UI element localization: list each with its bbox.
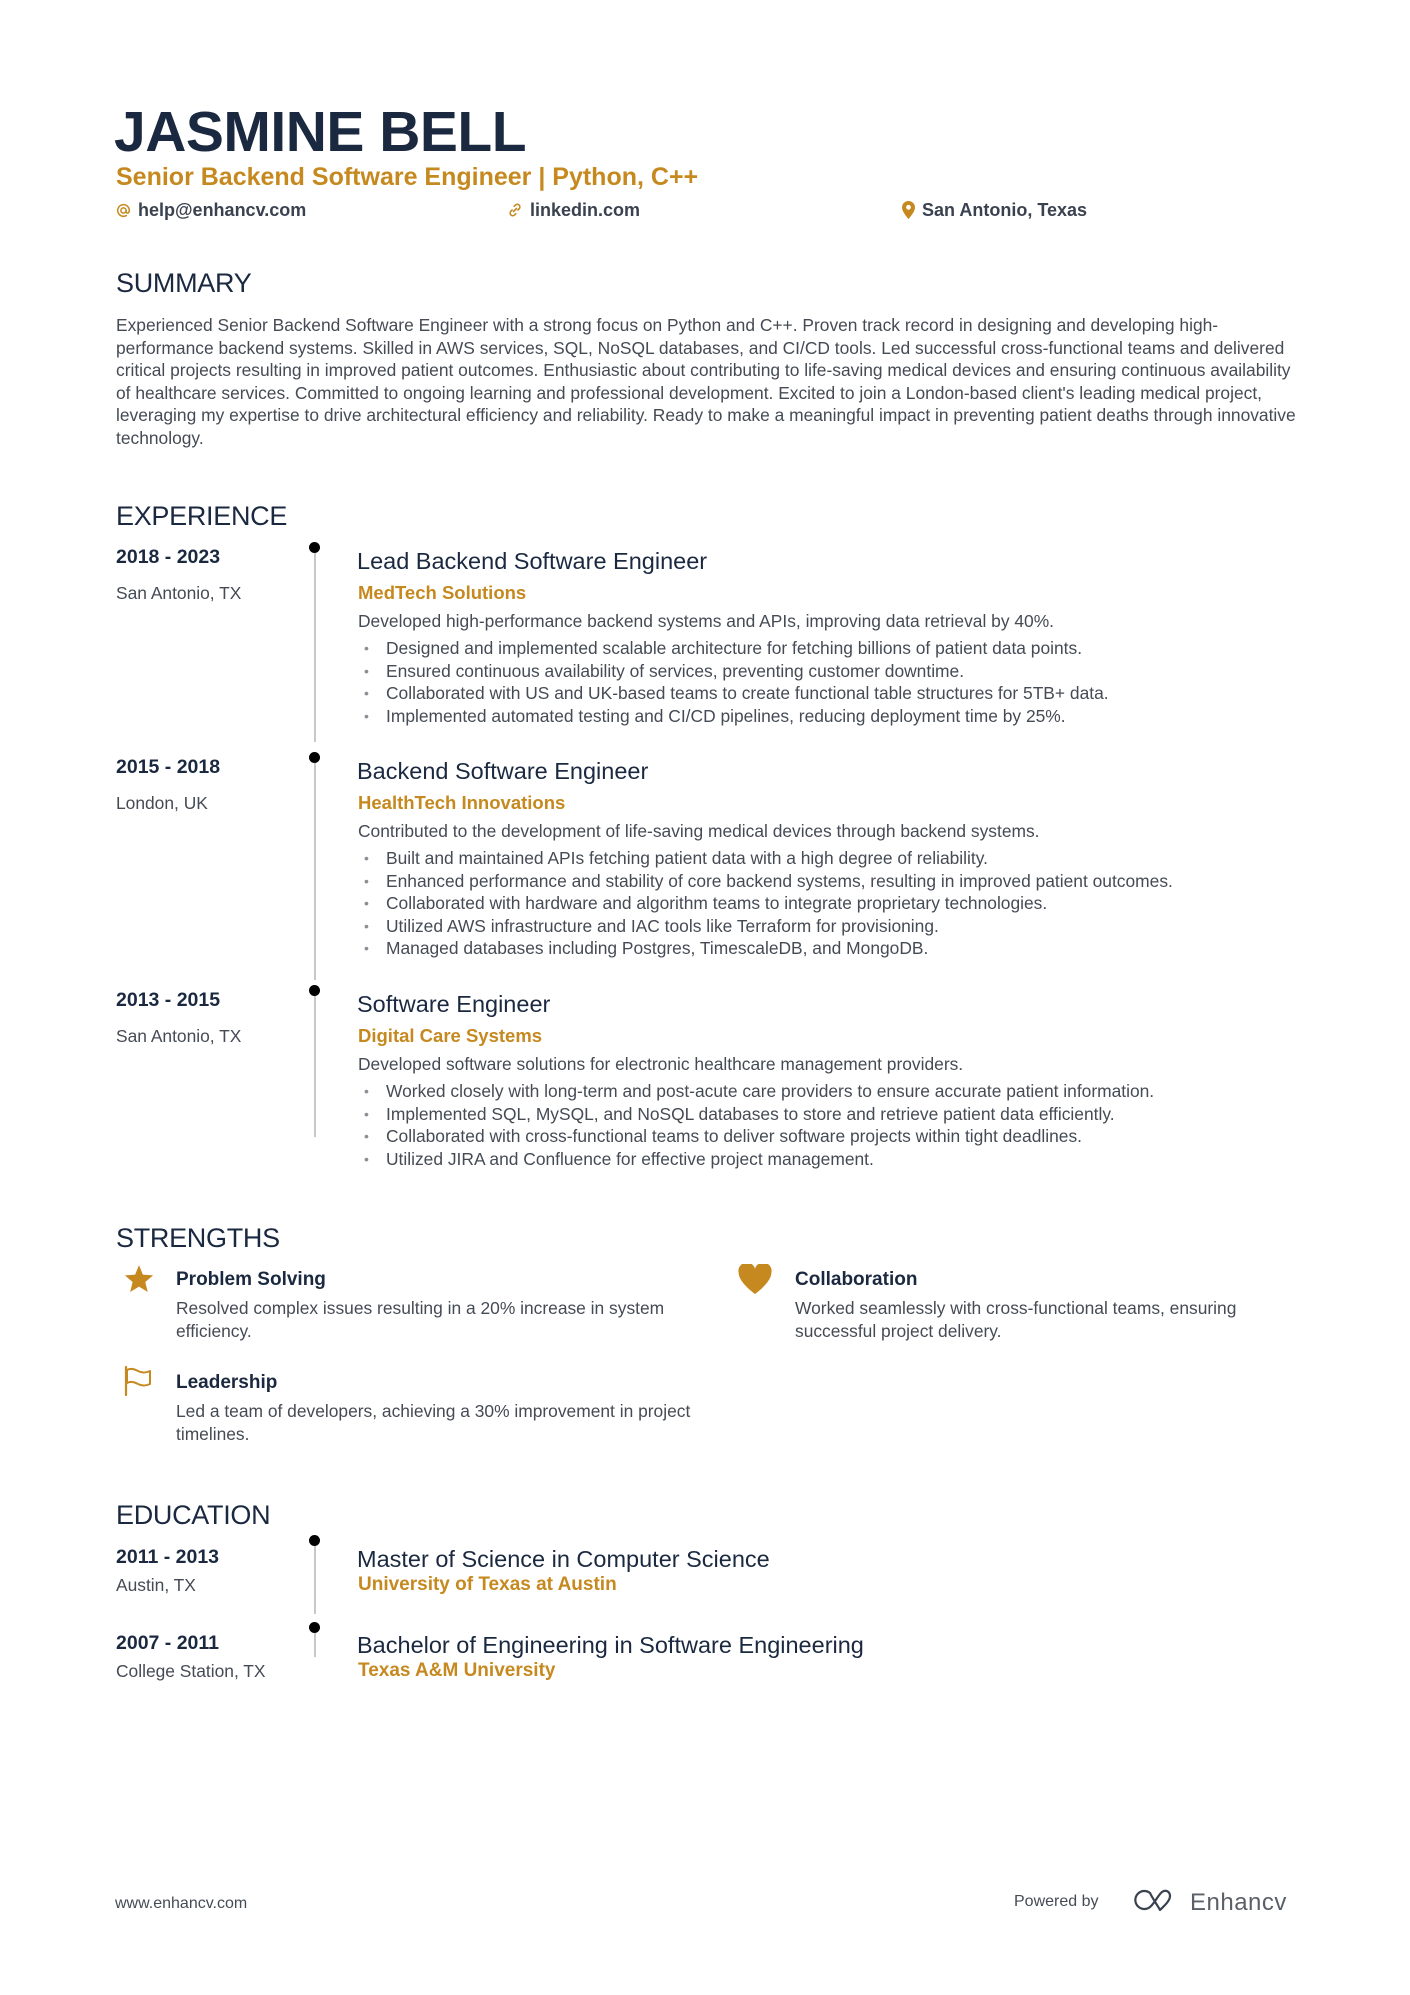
- timeline-line: [314, 1540, 316, 1614]
- experience-bullets: [358, 1080, 1154, 1170]
- experience-company: MedTech Solutions: [358, 582, 527, 603]
- footer-website-link[interactable]: www.enhancv.com: [115, 1895, 248, 1912]
- contact-linkedin[interactable]: [507, 199, 640, 221]
- timeline-line: [314, 547, 316, 742]
- experience-role: Software Engineer: [357, 991, 551, 1017]
- summary-heading: SUMMARY: [116, 268, 252, 298]
- candidate-title: Senior Backend Software Engineer | Python, C++: [116, 163, 699, 191]
- enhancv-logo-icon: [1132, 1887, 1180, 1918]
- link-icon: [507, 202, 523, 218]
- enhancv-brand-text: Enhancv: [1190, 1888, 1287, 1916]
- bullet-item: • Ensured continuous availability of services, preventing customer downtime.: [364, 660, 965, 681]
- experience-location: London, UK: [116, 793, 208, 813]
- education-school: University of Texas at Austin: [358, 1574, 617, 1595]
- experience-company: HealthTech Innovations: [358, 792, 566, 813]
- bullet-item: • Built and maintained APIs fetching patient data with a high degree of reliability.: [364, 848, 988, 868]
- education-degree: Master of Science in Computer Science: [357, 1546, 770, 1572]
- experience-location: San Antonio, TX: [116, 583, 242, 603]
- strength-description: Resolved complex issues resulting in a 20% increase in system efficiency.: [176, 1298, 665, 1341]
- bullet-item: • Collaborated with hardware and algorithm teams to integrate proprietary technologies.: [364, 893, 1048, 914]
- strength-item: [738, 1262, 772, 1296]
- bullet-item: • Implemented SQL, MySQL, and NoSQL databases to store and retrieve patient data efficiently.: [364, 1103, 1115, 1124]
- education-school: Texas A&M University: [358, 1660, 556, 1681]
- bullet-item: • Enhanced performance and stability of core backend systems, resulting in improved patient outcomes.: [364, 870, 1173, 891]
- experience-dates: 2018 - 2023: [116, 546, 221, 568]
- experience-bullets: [358, 637, 1109, 727]
- strengths-heading: STRENGTHS: [116, 1223, 280, 1253]
- strength-description: Led a team of developers, achieving a 30% improvement in project timelines.: [176, 1401, 691, 1444]
- bullet-item: • Collaborated with US and UK-based teams to create functional table structures for 5TB+ data.: [364, 683, 1109, 704]
- timeline-line: [314, 990, 316, 1137]
- at-icon: [116, 203, 131, 218]
- bullet-item: • Implemented automated testing and CI/CD pipelines, reducing deployment time by 25%.: [364, 705, 1066, 726]
- strength-item: [122, 1364, 156, 1398]
- bullet-item: • Designed and implemented scalable architecture for fetching billions of patient data points.: [364, 638, 1083, 658]
- experience-dates: 2015 - 2018: [116, 756, 221, 778]
- flag-icon: [122, 1364, 156, 1398]
- star-icon: [122, 1262, 156, 1296]
- experience-description: Contributed to the development of life-saving medical devices through backend systems.: [358, 821, 1040, 841]
- enhancv-logo[interactable]: [1132, 1887, 1287, 1918]
- experience-dates: 2013 - 2015: [116, 989, 221, 1011]
- strength-description: Worked seamlessly with cross-functional teams, ensuring successful project delivery.: [795, 1298, 1237, 1341]
- location-pin-icon: [902, 201, 915, 219]
- timeline-dot: [309, 752, 320, 763]
- education-heading: EDUCATION: [116, 1500, 271, 1530]
- contact-location: [902, 199, 1087, 221]
- contact-location-text: San Antonio, Texas: [922, 199, 1088, 220]
- bullet-item: • Worked closely with long-term and post-acute care providers to ensure accurate patient information.: [364, 1081, 1155, 1101]
- summary-text: Experienced Senior Backend Software Engineer with a strong focus on Python and C++. Proven track record in designing and developing high-performance backend systems. Skilled in AWS services, SQL, NoSQL databases, and CI/CD tools. Led successful cross-functional teams and delivered critical projects resulting in improved patient outcomes. Enthusiastic about contributing to life-saving medical devices and ensuring continuous availability of healthcare services. Committed to ongoing learning and professional development. Excited to join a London-based client's leading medical project, leveraging my expertise to drive architectural efficiency and reliability. Ready to make a meaningful impact in preventing patient deaths through innovative technology.: [116, 315, 1296, 448]
- bullet-item: • Collaborated with cross-functional teams to deliver software projects within tight deadlines.: [364, 1126, 1082, 1147]
- timeline-dot: [309, 985, 320, 996]
- timeline-dot: [309, 1622, 320, 1633]
- experience-heading: EXPERIENCE: [116, 501, 288, 531]
- education-degree: Bachelor of Engineering in Software Engineering: [357, 1632, 864, 1658]
- education-location: Austin, TX: [116, 1575, 196, 1595]
- experience-role: Lead Backend Software Engineer: [357, 548, 708, 574]
- bullet-item: • Managed databases including Postgres, TimescaleDB, and MongoDB.: [364, 938, 929, 959]
- education-dates: 2011 - 2013: [116, 1546, 220, 1568]
- heart-icon: [738, 1262, 772, 1296]
- contact-linkedin-text: linkedin.com: [530, 199, 641, 220]
- candidate-name: JASMINE BELL: [114, 100, 527, 164]
- experience-bullets: [358, 847, 1173, 960]
- timeline-line: [314, 757, 316, 980]
- experience-location: San Antonio, TX: [116, 1026, 242, 1046]
- bullet-item: • Utilized JIRA and Confluence for effective project management.: [364, 1148, 874, 1169]
- contact-email-text: help@enhancv.com: [138, 199, 307, 220]
- strength-title: Leadership: [176, 1372, 278, 1393]
- experience-description: Developed software solutions for electronic healthcare management providers.: [358, 1054, 964, 1074]
- contact-email[interactable]: [116, 199, 306, 221]
- experience-role: Backend Software Engineer: [357, 758, 649, 784]
- strength-title: Problem Solving: [176, 1269, 326, 1290]
- strength-title: Collaboration: [795, 1269, 918, 1290]
- strength-item: [122, 1262, 156, 1296]
- experience-description: Developed high-performance backend systems and APIs, improving data retrieval by 40%.: [358, 611, 1054, 631]
- footer-powered-by: Powered by: [1014, 1893, 1099, 1910]
- bullet-item: • Utilized AWS infrastructure and IAC tools like Terraform for provisioning.: [364, 915, 939, 936]
- education-dates: 2007 - 2011: [116, 1632, 220, 1654]
- education-location: College Station, TX: [116, 1661, 266, 1681]
- timeline-dot: [309, 542, 320, 553]
- timeline-dot: [309, 1535, 320, 1546]
- experience-company: Digital Care Systems: [358, 1025, 543, 1046]
